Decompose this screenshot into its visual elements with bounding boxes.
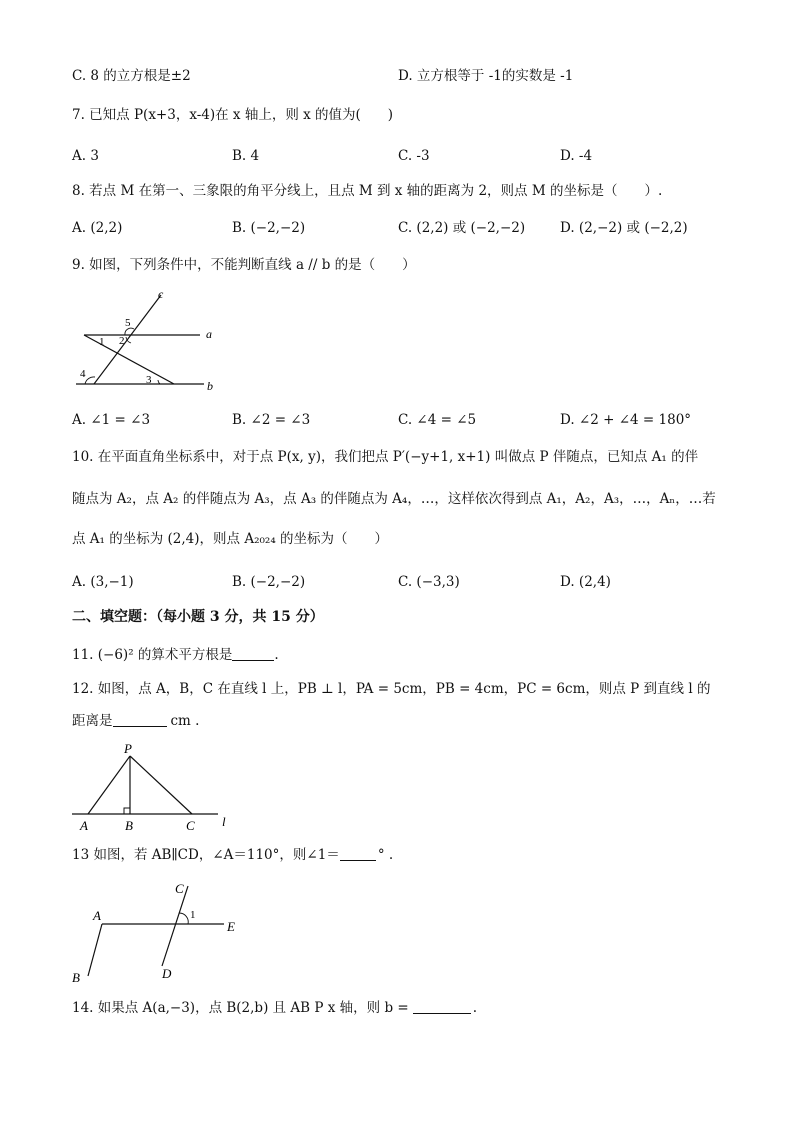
q13-answer-blank[interactable] xyxy=(340,846,376,861)
label-c: C xyxy=(186,818,195,833)
label-d: D xyxy=(162,966,172,981)
section-2-heading: 二、填空题：（每小题 3 分，共 15 分） xyxy=(72,609,324,625)
q8-option-d: D. (2,−2) 或 (−2,2) xyxy=(560,220,688,236)
q9-option-b: B. ∠2 = ∠3 xyxy=(232,412,311,428)
q12-unit: cm . xyxy=(170,713,200,729)
label-4: 4 xyxy=(80,368,86,380)
angle-5-arc xyxy=(125,328,134,335)
q12-figure xyxy=(66,742,242,834)
q14-stem-end: . xyxy=(472,1000,477,1016)
q8-option-b: B. (−2,−2) xyxy=(232,220,306,236)
q12-answer-blank[interactable] xyxy=(113,712,167,727)
right-angle-mark xyxy=(124,808,130,814)
q12-line-2 xyxy=(72,712,199,730)
label-p: P xyxy=(124,742,132,756)
q8-options-row xyxy=(72,218,732,240)
q13-stem-end: ° . xyxy=(377,847,394,863)
q14-stem-text: 14. 如果点 A(a,−3)，点 B(2,b) 且 AB P x 轴，则 b = xyxy=(72,1000,409,1016)
q11-stem-text: 11. (−6)² 的算术平方根是 xyxy=(72,647,233,663)
q9-options-row xyxy=(72,410,732,432)
q10-line-2: 随点为 A₂，点 A₂ 的伴随点为 A₃，点 A₃ 的伴随点为 A₄，…，这样依次得到点 A₁，A₂，A₃，…，Aₙ，…若 xyxy=(72,491,716,507)
q12-line-2-text: 距离是 xyxy=(72,713,113,729)
q10-option-a: A. (3,−1) xyxy=(72,574,134,590)
label-l: l xyxy=(222,814,226,829)
segment-pc xyxy=(130,756,192,814)
q10-option-b: B. (−2,−2) xyxy=(232,574,306,590)
label-5: 5 xyxy=(125,317,131,329)
q10-option-d: D. (2,4) xyxy=(560,574,611,590)
q8-stem: 8. 若点 M 在第一、三象限的角平分线上，且点 M 到 x 轴的距离为 2，则点 M 的坐标是（ ）. xyxy=(72,183,663,199)
q9-stem: 9. 如图，下列条件中，不能判断直线 a // b 的是（ ） xyxy=(72,257,416,273)
q11-stem xyxy=(72,646,279,664)
q14-stem xyxy=(72,999,477,1017)
label-b: B xyxy=(72,970,80,985)
label-b: b xyxy=(207,379,213,393)
q7-option-c: C. -3 xyxy=(398,148,430,164)
q6-options-row xyxy=(72,66,732,88)
q12-line-1: 12. 如图，点 A，B，C 在直线 l 上，PB ⊥ l，PA = 5cm，PB = 4cm，PC = 6cm，则点 P 到直线 l 的 xyxy=(72,681,711,697)
label-a: A xyxy=(93,908,101,923)
q10-line-3: 点 A₁ 的坐标为 (2,4)，则点 A₂₀₂₄ 的坐标为（ ） xyxy=(72,531,389,547)
segment-pa xyxy=(88,756,130,814)
q9-option-a: A. ∠1 = ∠3 xyxy=(72,412,151,428)
q10-line-1: 10. 在平面直角坐标系中，对于点 P(x, y)，我们把点 P′(−y+1, x+1) 叫做点 P 伴随点，已知点 A₁ 的伴 xyxy=(72,449,699,465)
q7-option-b: B. 4 xyxy=(232,148,260,164)
label-b: B xyxy=(125,818,133,833)
q9-figure xyxy=(68,286,238,396)
label-angle-1: 1 xyxy=(190,909,196,921)
label-c: C xyxy=(175,881,184,896)
q11-stem-end: . xyxy=(274,647,279,663)
angle-1-arc xyxy=(179,913,188,924)
q14-answer-blank[interactable] xyxy=(413,999,471,1014)
segment-ab xyxy=(88,924,102,976)
q13-stem xyxy=(72,846,393,864)
angle-3-arc xyxy=(158,380,160,384)
q10-option-c: C. (−3,3) xyxy=(398,574,460,590)
q6-option-c: C. 8 的立方根是±2 xyxy=(72,68,191,84)
angle-4-arc xyxy=(85,377,95,384)
q7-options-row xyxy=(72,146,732,168)
q13-stem-text: 13 如图，若 AB∥CD，∠A＝110°，则∠1＝ xyxy=(72,847,340,863)
label-2: 2 xyxy=(119,335,125,347)
q11-answer-blank[interactable] xyxy=(232,646,274,661)
q7-option-d: D. -4 xyxy=(560,148,593,164)
q9-option-d: D. ∠2 + ∠4 = 180° xyxy=(560,412,692,428)
q8-option-c: C. (2,2) 或 (−2,−2) xyxy=(398,220,526,236)
label-a: A xyxy=(80,818,88,833)
q6-option-d: D. 立方根等于 -1的实数是 -1 xyxy=(398,68,574,84)
q9-option-c: C. ∠4 = ∠5 xyxy=(398,412,477,428)
label-1: 1 xyxy=(99,336,105,348)
q10-options-row xyxy=(72,572,732,594)
label-a: a xyxy=(206,327,212,341)
line-cd xyxy=(162,886,188,966)
label-c: c xyxy=(158,287,164,301)
q7-stem: 7. 已知点 P(x+3，x-4)在 x 轴上，则 x 的值为( ) xyxy=(72,107,394,123)
q8-option-a: A. (2,2) xyxy=(72,220,123,236)
q13-figure xyxy=(64,876,244,988)
label-e: E xyxy=(227,919,235,934)
q7-option-a: A. 3 xyxy=(72,148,99,164)
label-3: 3 xyxy=(146,374,152,386)
